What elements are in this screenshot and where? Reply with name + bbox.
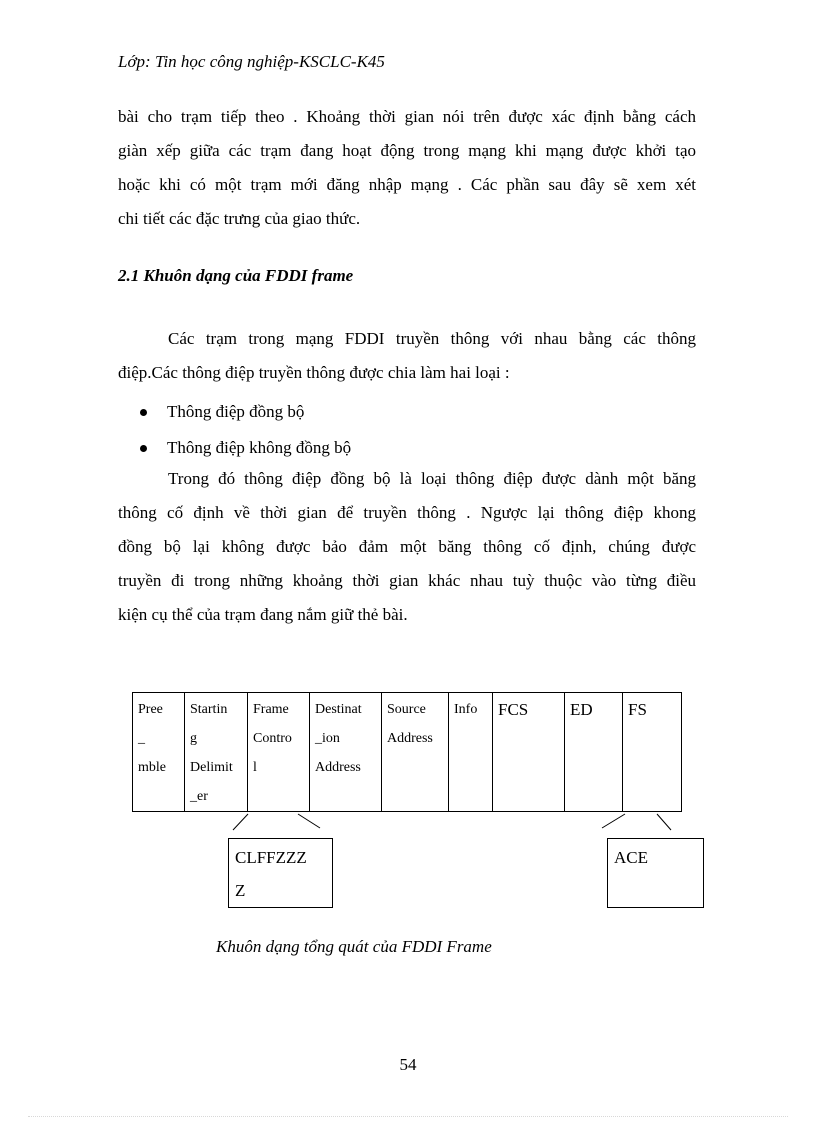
bullet-dot-icon [140,445,147,452]
paragraph-line: thông cố định về thời gian để truyền thông . Ngược lại thông điệp khong [118,503,696,522]
connector-line-fs-left [602,814,625,828]
frame-field-preamble: Pree _ mble [133,693,185,812]
frame-field-frame-control: Frame Contro l [248,693,310,812]
paragraph-line: bài cho trạm tiếp theo . Khoảng thời gian nói trên được xác định bằng cách [118,107,696,126]
connector-line-fc-right [298,814,320,828]
paragraph-line: Trong đó thông điệp đồng bộ là loại thông điệp được dành một băng [168,469,696,488]
bullet-dot-icon [140,409,147,416]
connector-line-fs-right [657,814,671,830]
bullet-list [140,394,351,466]
bullet-text: Thông điệp đồng bộ [167,402,305,421]
frame-status-detail-box: ACE [607,838,704,908]
bullet-item [140,394,351,430]
frame-field-fs: FS [623,693,682,812]
paragraph-line: điệp.Các thông điệp truyền thông được chia làm hai loại : [118,363,510,382]
frame-field-ed: ED [565,693,623,812]
paragraph-line: đồng bộ lại không được bảo đảm một băng thông cố định, chúng được [118,537,696,556]
frame-field-destination-address: Destinat _ion Address [310,693,382,812]
figure-caption: Khuôn dạng tổng quát của FDDI Frame [216,937,492,956]
frame-control-detail-box: CLFFZZZ Z [228,838,333,908]
paragraph-line: Các trạm trong mạng FDDI truyền thông với nhau bằng các thông [168,329,696,348]
fddi-frame-diagram [132,692,682,812]
page-edge-divider [28,1116,788,1117]
paragraph-message-types [118,322,696,390]
paragraph-intro [118,100,696,236]
page-number: 54 [399,1055,417,1074]
bullet-item [140,430,351,466]
paragraph-line: kiện cụ thể của trạm đang nắm giữ thẻ bài. [118,605,408,624]
frame-field-info: Info [449,693,493,812]
frame-field-source-address: Source Address [382,693,449,812]
paragraph-line: chi tiết các đặc trưng của giao thức. [118,209,361,228]
paragraph-line: giàn xếp giữa các trạm đang hoạt động trong mạng khi mạng được khởi tạo [118,141,696,160]
frame-field-starting-delimiter: Startin g Delimit _er [185,693,248,812]
bullet-text: Thông điệp không đồng bộ [167,438,352,457]
frame-field-fcs: FCS [493,693,565,812]
paragraph-line: hoặc khi có một trạm mới đăng nhập mạng . Các phần sau đây sẽ xem xét [118,175,696,194]
paragraph-sync-explanation [118,462,696,632]
connector-line-fc-left [233,814,248,830]
paragraph-line: truyền đi trong những khoảng thời gian khác nhau tuỳ thuộc vào từng điều [118,571,696,590]
page-header: Lớp: Tin học công nghiệp-KSCLC-K45 [118,52,385,71]
section-heading: 2.1 Khuôn dạng của FDDI frame [118,266,354,285]
